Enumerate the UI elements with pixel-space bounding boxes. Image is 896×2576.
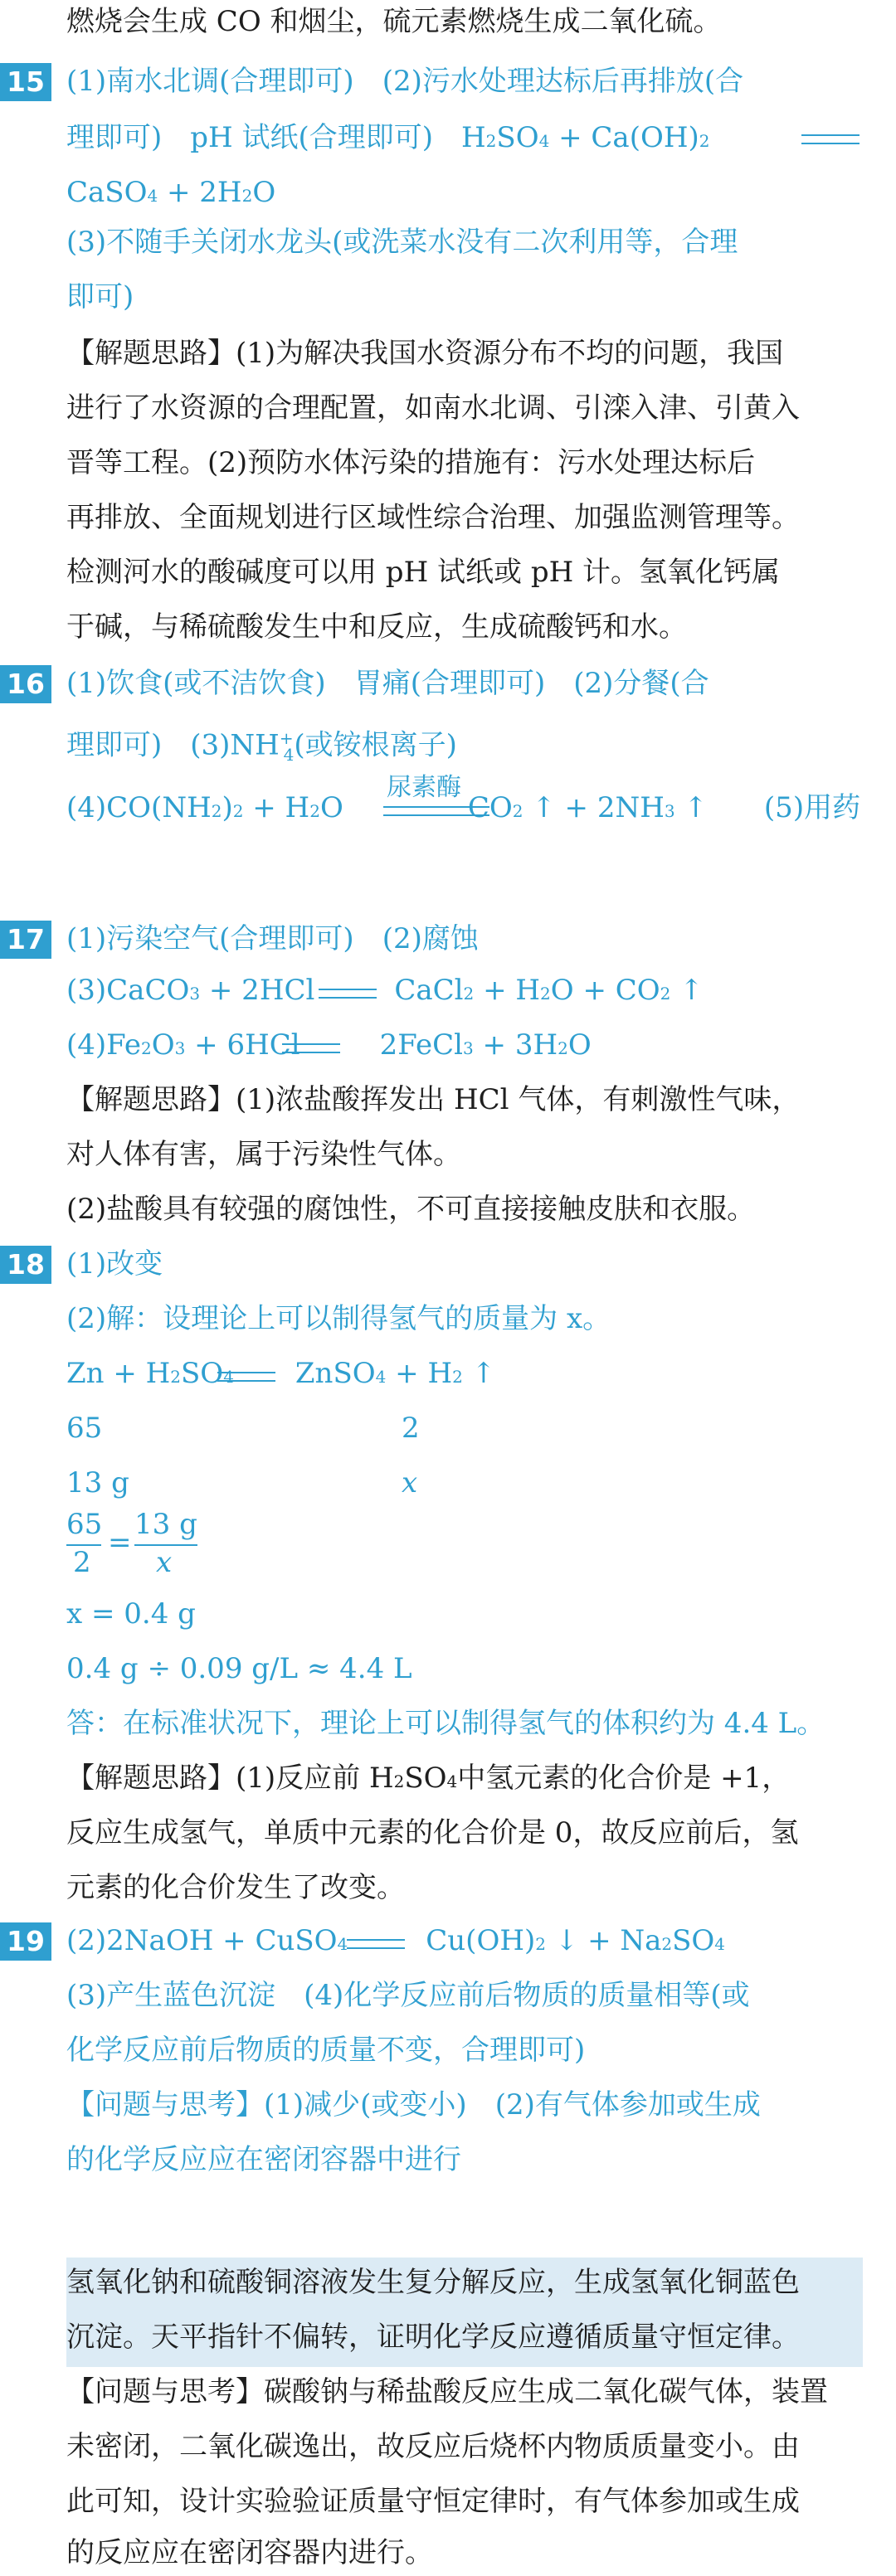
- answer-line: (1)改变: [66, 1247, 163, 1281]
- answer-text: (3)CaCO: [66, 974, 190, 1007]
- solution-text: SO: [404, 1762, 447, 1795]
- subscript: 2: [309, 801, 320, 821]
- reaction-equals-sign: [347, 1939, 405, 1949]
- unknown-variable: x: [402, 1466, 418, 1499]
- answer-text: ZnSO: [295, 1357, 376, 1390]
- answer-line: [66, 119, 710, 159]
- answer-text: + 3H: [473, 1028, 558, 1062]
- answer-text: ↑: [462, 1357, 496, 1390]
- question-number-badge: 19: [0, 1922, 51, 1961]
- answer-text: CaCl: [394, 974, 464, 1007]
- answer-line: (1)南水北调(合理即可) (2)污水处理达标后再排放(合: [66, 65, 744, 98]
- answer-text: (4)Fe: [66, 1028, 142, 1062]
- mass-ratio: 65: [66, 1412, 103, 1445]
- solution-line: 对人体有害，属于污染性气体。: [66, 1138, 461, 1171]
- answer-text: ): [222, 791, 233, 824]
- result-line: x = 0.4 g: [66, 1597, 196, 1631]
- subscript: 2: [512, 801, 523, 821]
- answer-text: + H: [386, 1357, 453, 1390]
- answer-text: + Ca(OH): [549, 121, 699, 154]
- subscript: 3: [189, 984, 201, 1004]
- subscript: 3: [664, 801, 675, 821]
- answer-text: O: [252, 176, 276, 209]
- superscript: +: [279, 728, 294, 748]
- reaction-equals-sign: [217, 1372, 275, 1382]
- fraction-numerator: 13 g: [134, 1508, 197, 1541]
- fraction-denominator: x: [156, 1546, 173, 1579]
- answer-line: [66, 790, 860, 829]
- solution-line: 检测河水的酸碱度可以用 pH 试纸或 pH 计。氢氧化钙属: [66, 556, 781, 589]
- fraction-denominator: 2: [73, 1546, 91, 1579]
- solution-line: 【解题思路】(1)为解决我国水资源分布不均的问题，我国: [66, 337, 784, 370]
- answer-line: 【问题与思考】(1)减少(或变小) (2)有气体参加或生成: [66, 2088, 761, 2122]
- solution-line: 【问题与思考】碳酸钠与稀盐酸反应生成二氧化碳气体，装置: [66, 2375, 828, 2408]
- solution-line: 未密闭，二氧化碳逸出，故反应后烧杯内物质质量变小。由: [66, 2430, 800, 2463]
- solution-text: 【解题思路】(1)反应前 H: [66, 1762, 394, 1795]
- answer-text: 2FeCl: [379, 1028, 464, 1062]
- answer-text: 理即可) pH 试纸(合理即可) H: [66, 121, 486, 154]
- equals-sign: =: [108, 1526, 132, 1559]
- subscript: 2: [660, 984, 671, 1004]
- subscript: 2: [141, 1038, 152, 1058]
- highlight-line: 沉淀。天平指针不偏转，证明化学反应遵循质量守恒定律。: [66, 2321, 800, 2354]
- solution-text: 中氢元素的化合价是 +1，: [457, 1762, 791, 1795]
- answer-line: (1)饮食(或不洁饮食) 胃痛(合理即可) (2)分餐(合: [66, 667, 709, 700]
- answer-line: 的化学反应应在密闭容器中进行: [66, 2143, 461, 2176]
- answer-text: + 2HCl: [200, 974, 315, 1007]
- solution-line: 【解题思路】(1)浓盐酸挥发出 HCl 气体，有刺激性气味，: [66, 1083, 801, 1116]
- subscript: 4: [283, 745, 295, 766]
- reaction-equals-sign: [801, 134, 859, 144]
- subscript: 2: [393, 1772, 405, 1791]
- answer-text: Cu(OH): [426, 1924, 536, 1957]
- answer-text: SO: [496, 121, 539, 154]
- answer-text: O: [567, 1028, 592, 1062]
- solution-line: 晋等工程。(2)预防水体污染的措施有：污水处理达标后: [66, 446, 756, 479]
- equation-line: [66, 1355, 495, 1395]
- answer-line: (1)污染空气(合理即可) (2)腐蚀: [66, 922, 479, 955]
- subscript: 2: [485, 131, 497, 151]
- solution-line: 的反应应在密闭容器内进行。: [66, 2536, 433, 2569]
- subscript: 4: [714, 1934, 726, 1954]
- answer-text: (4)CO(NH: [66, 791, 212, 824]
- reaction-equals-sign: [282, 1043, 340, 1053]
- subscript: 2: [211, 801, 222, 821]
- proportion-fraction: [66, 1508, 232, 1582]
- answer-text: + 2H: [158, 176, 242, 209]
- subscript: 4: [147, 186, 158, 206]
- answer-text: SO: [181, 1357, 224, 1390]
- subscript: 2: [661, 1934, 673, 1954]
- answer-text: + H: [474, 974, 541, 1007]
- answer-line: 即可): [66, 280, 134, 313]
- answer-line: (3)不随手关闭水龙头(或洗菜水没有二次利用等，合理: [66, 226, 738, 259]
- reaction-equals-sign: [319, 989, 377, 999]
- solution-line: 进行了水资源的合理配置，如南水北调、引滦入津、引黄入: [66, 391, 800, 425]
- subscript: 4: [538, 131, 550, 151]
- answer-text: CaSO: [66, 176, 148, 209]
- subscript: 3: [174, 1038, 186, 1058]
- answer-text: 理即可) (3)NH: [66, 728, 280, 762]
- solution-line: 此可知，设计实验验证质量守恒定律时，有气体参加或生成: [66, 2485, 800, 2518]
- answer-text: O + CO: [550, 974, 660, 1007]
- reaction-condition: 尿素酶: [387, 773, 461, 802]
- question-number-badge: 18: [0, 1246, 51, 1284]
- text-line: 燃烧会生成 CO 和烟尘，硫元素燃烧生成二氧化硫。: [66, 5, 722, 38]
- answer-line: [66, 174, 275, 214]
- solution-line: (2)盐酸具有较强的腐蚀性，不可直接接触皮肤和衣服。: [66, 1193, 756, 1226]
- subscript: 2: [170, 1367, 182, 1387]
- question-number-badge: 17: [0, 921, 51, 959]
- question-number-badge: 15: [0, 63, 51, 101]
- answer-text: + 6HCl: [185, 1028, 300, 1062]
- answer-text: CO: [467, 791, 513, 824]
- subscript: 2: [463, 984, 475, 1004]
- answer-text: O: [151, 1028, 175, 1062]
- solution-line: [66, 1760, 790, 1800]
- answer-text: ↑: [670, 974, 704, 1007]
- answer-text: SO: [672, 1924, 715, 1957]
- answer-line: [66, 972, 704, 1012]
- subscript: 2: [241, 186, 253, 206]
- answer-text: ↑ + 2NH: [523, 791, 665, 824]
- answer-text: + H: [243, 791, 310, 824]
- solution-line: 于碱，与稀硫酸发生中和反应，生成硫酸钙和水。: [66, 610, 687, 644]
- subscript: 2: [540, 984, 551, 1004]
- answer-text: ↑ (5)用药: [674, 791, 861, 824]
- question-number-badge: 16: [0, 665, 51, 703]
- subscript: 4: [446, 1772, 458, 1791]
- answer-text: ↓ + Na: [545, 1924, 662, 1957]
- result-line: 0.4 g ÷ 0.09 g/L ≈ 4.4 L: [66, 1652, 412, 1685]
- subscript: 2: [452, 1367, 463, 1387]
- answer-text: O: [319, 791, 343, 824]
- fraction-numerator: 65: [66, 1508, 103, 1541]
- answer-line: 答：在标准状况下，理论上可以制得氢气的体积约为 4.4 L。: [66, 1707, 825, 1740]
- subscript: 2: [558, 1038, 568, 1058]
- subscript: 3: [463, 1038, 474, 1058]
- answer-text: (或铵根离子): [294, 728, 457, 762]
- subscript: 2: [535, 1934, 546, 1954]
- subscript: 4: [223, 1367, 234, 1387]
- answer-line: (2)解：设理论上可以制得氢气的质量为 x。: [66, 1302, 611, 1335]
- mass-value: 13 g: [66, 1466, 129, 1499]
- subscript: 2: [699, 131, 710, 151]
- answer-text: (2)2NaOH + CuSO: [66, 1924, 338, 1957]
- subscript: 4: [337, 1934, 348, 1954]
- answer-text: Zn + H: [66, 1357, 171, 1390]
- solution-line: 再排放、全面规划进行区域性综合治理、加强监测管理等。: [66, 501, 800, 534]
- mass-ratio: 2: [402, 1412, 420, 1445]
- subscript: 4: [375, 1367, 387, 1387]
- answer-line: [66, 720, 457, 773]
- highlight-line: 氢氧化钠和硫酸铜溶液发生复分解反应，生成氢氧化铜蓝色: [66, 2266, 800, 2299]
- answer-line: (3)产生蓝色沉淀 (4)化学反应前后物质的质量相等(或: [66, 1979, 750, 2012]
- subscript: 2: [232, 801, 244, 821]
- solution-line: 元素的化合价发生了改变。: [66, 1871, 405, 1904]
- solution-line: 反应生成氢气，单质中元素的化合价是 0，故反应前后，氢: [66, 1816, 799, 1849]
- answer-line: 化学反应前后物质的质量不变，合理即可): [66, 2034, 586, 2067]
